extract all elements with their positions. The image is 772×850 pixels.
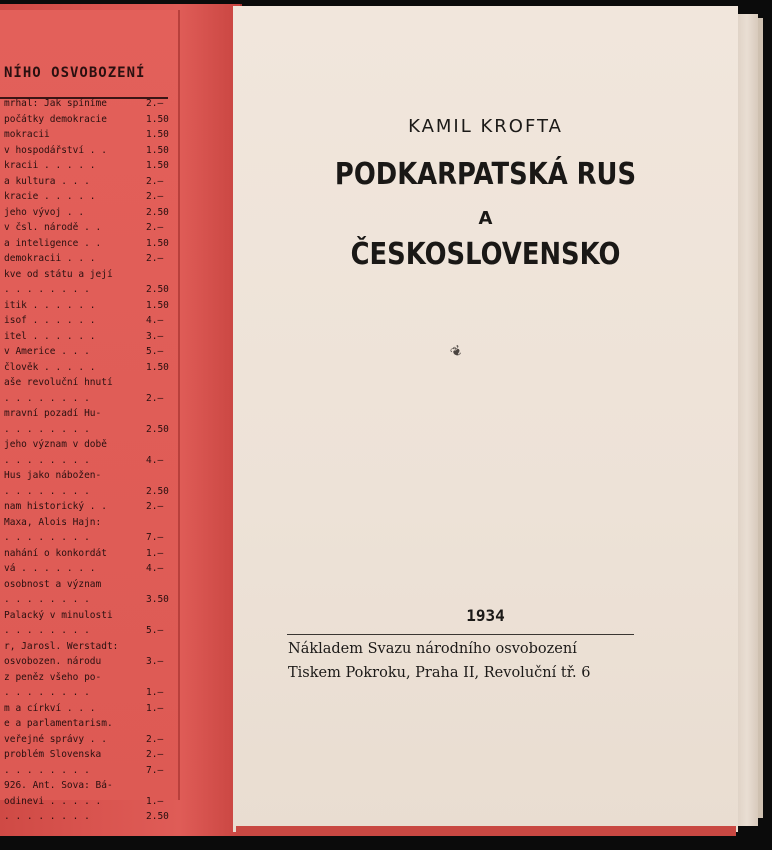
list-item-price: 2.— [146,222,164,233]
list-item-title: . . . . . . . . [4,687,90,698]
list-item [0,238,172,254]
list-item [0,269,172,285]
list-item-price: 2.50 [146,811,169,822]
list-item-title: člověk . . . . . [4,361,96,373]
list-item-title: . . . . . . . . [4,423,90,435]
list-item-price: 4.— [146,454,164,466]
list-item [0,191,172,207]
list-item-title: Maxa, Alois Hajn: [4,516,102,528]
list-item-price: 2.— [146,501,164,512]
list-item [0,749,172,765]
list-item-title: itel . . . . . . [4,330,96,342]
list-item [0,796,172,812]
page-stack-edge [735,14,758,826]
list-item [0,145,172,161]
list-item-price: 1.50 [146,144,169,156]
list-item [0,439,172,455]
list-item-price: 2.— [146,191,164,202]
cover-bottom-strip [236,826,736,836]
list-item [0,625,172,641]
list-item-title: 926. Ant. Sova: Bá- [4,780,113,791]
list-item-title: v hospodářství . . [4,144,107,156]
list-item-title: aše revoluční hnutí [4,377,113,388]
list-item-title: m a církví . . . [4,702,96,714]
list-item-price: 5.— [146,625,164,636]
list-item [0,765,172,781]
list-item-price: 5.— [146,346,164,357]
list-item-price: 2.50 [146,206,169,218]
list-item [0,641,172,657]
list-item-price: 4.— [146,563,164,574]
fleuron-ornament-icon: ❦ [447,342,466,362]
list-item [0,610,172,626]
list-item-title: počátky demokracie [4,113,107,125]
list-item [0,176,172,192]
list-item-title: kracii . . . . . [4,160,96,171]
title-line-2: ČESKOSLOVENSKO [350,237,621,272]
list-item-price: 1.— [146,795,164,807]
list-item-price: 3.— [146,330,164,342]
list-item [0,362,172,378]
list-item-price: 1.50 [146,113,169,125]
list-item-title: isof . . . . . . [4,315,96,326]
list-item [0,811,172,827]
list-item [0,98,172,114]
list-item-price: 2.50 [146,485,169,497]
list-item-title: kve od státu a její [4,268,113,280]
list-item-price: 2.— [146,733,164,745]
list-item-title: jeho vývoj . . [4,206,85,218]
list-item [0,284,172,300]
list-item-title: v Americe . . . [4,346,90,357]
list-item [0,548,172,564]
list-item-title: r, Jarosl. Werstadt: [4,640,119,652]
list-item [0,455,172,471]
list-item-title: odinevi . . . . . [4,795,102,807]
series-header: NÍHO OSVOBOZENÍ [4,65,146,81]
list-item-price: 1.— [146,547,164,559]
list-item-price: 2.50 [146,284,169,295]
list-item [0,253,172,269]
list-item [0,331,172,347]
list-item-title: z peněz všeho po- [4,671,102,683]
list-item-price: 1.— [146,702,164,714]
list-item [0,346,172,362]
list-item [0,315,172,331]
publication-year: 1934 [466,606,505,625]
list-item [0,656,172,672]
list-item-price: 2.— [146,749,164,760]
list-item-title: nam historický . . [4,501,107,512]
list-item [0,160,172,176]
list-item-price: 1.50 [146,361,169,373]
publisher-line: Nákladem Svazu národního osvobození [288,641,577,657]
author-name: KAMIL KROFTA [408,116,563,137]
list-item-title: Palacký v minulosti [4,609,113,621]
list-item-price: 3.50 [146,594,169,605]
list-item-price: 7.— [146,764,164,776]
list-item-title: osvobozen. národu [4,656,102,667]
list-item-price: 3.— [146,656,164,667]
list-item-price: 1.50 [146,129,169,140]
list-item-price: 1.50 [146,160,169,171]
list-item [0,501,172,517]
list-item-title: demokracii . . . [4,253,96,264]
list-item-title: osobnost a význam [4,578,102,590]
list-item-title: . . . . . . . . [4,811,90,822]
list-item-title: . . . . . . . . [4,392,90,404]
list-item [0,687,172,703]
list-item [0,470,172,486]
list-item-title: Hus jako nábožen- [4,470,102,481]
list-item [0,703,172,719]
printer-line: Tiskem Pokroku, Praha II, Revoluční tř. 6 [288,665,591,681]
list-item-title: . . . . . . . . [4,454,90,466]
list-item-price: 1.50 [146,299,169,311]
list-item-title: . . . . . . . . [4,764,90,776]
list-item-title: jeho význam v době [4,439,107,450]
list-item-price: 2.— [146,98,164,109]
list-item [0,579,172,595]
list-item-title: . . . . . . . . [4,532,90,543]
list-item-title: kracie . . . . . [4,191,96,202]
list-item [0,718,172,734]
list-item [0,129,172,145]
list-item-title: . . . . . . . . [4,485,90,497]
imprint-rule [287,634,634,635]
list-item [0,377,172,393]
list-item [0,594,172,610]
list-item-title: itik . . . . . . [4,299,96,311]
list-item-price: 1.50 [146,237,169,249]
list-item-title: mrhal: Jak spíníme [4,98,107,109]
list-item-title: veřejné správy . . [4,733,107,745]
list-item [0,424,172,440]
list-item [0,780,172,796]
list-item [0,114,172,130]
list-item-title: . . . . . . . . [4,594,90,605]
list-item [0,734,172,750]
title-line-1: PODKARPATSKÁ RUS [334,157,637,192]
publication-list-panel [0,10,180,822]
list-item-price: 7.— [146,532,164,543]
list-item [0,672,172,688]
list-item-price: 2.— [146,253,164,264]
list-item [0,532,172,548]
list-item-title: e a parlamentarism. [4,718,113,729]
list-item [0,300,172,316]
title-conjunction: A [478,208,493,229]
list-item-title: . . . . . . . . [4,284,90,295]
list-item [0,486,172,502]
list-item-price: 1.— [146,687,164,698]
list-item-title: problém Slovenska [4,749,102,760]
list-item-title: vá . . . . . . . [4,563,96,574]
list-item-price: 2.50 [146,423,169,435]
list-item-title: mokracii [4,129,50,140]
list-item-title: a kultura . . . [4,175,90,187]
list-item [0,408,172,424]
list-item [0,563,172,579]
list-item-price: 2.— [146,392,164,404]
list-item-title: mravní pozadí Hu- [4,408,102,419]
list-item-title: . . . . . . . . [4,625,90,636]
list-item-price: 4.— [146,315,164,326]
list-item-title: nahání o konkordát [4,547,107,559]
list-item [0,222,172,238]
list-item-title: v čsl. národě . . [4,222,102,233]
list-item-title: a inteligence . . [4,237,102,249]
list-item [0,517,172,533]
list-item [0,393,172,409]
list-item-price: 2.— [146,175,164,187]
list-item [0,207,172,223]
